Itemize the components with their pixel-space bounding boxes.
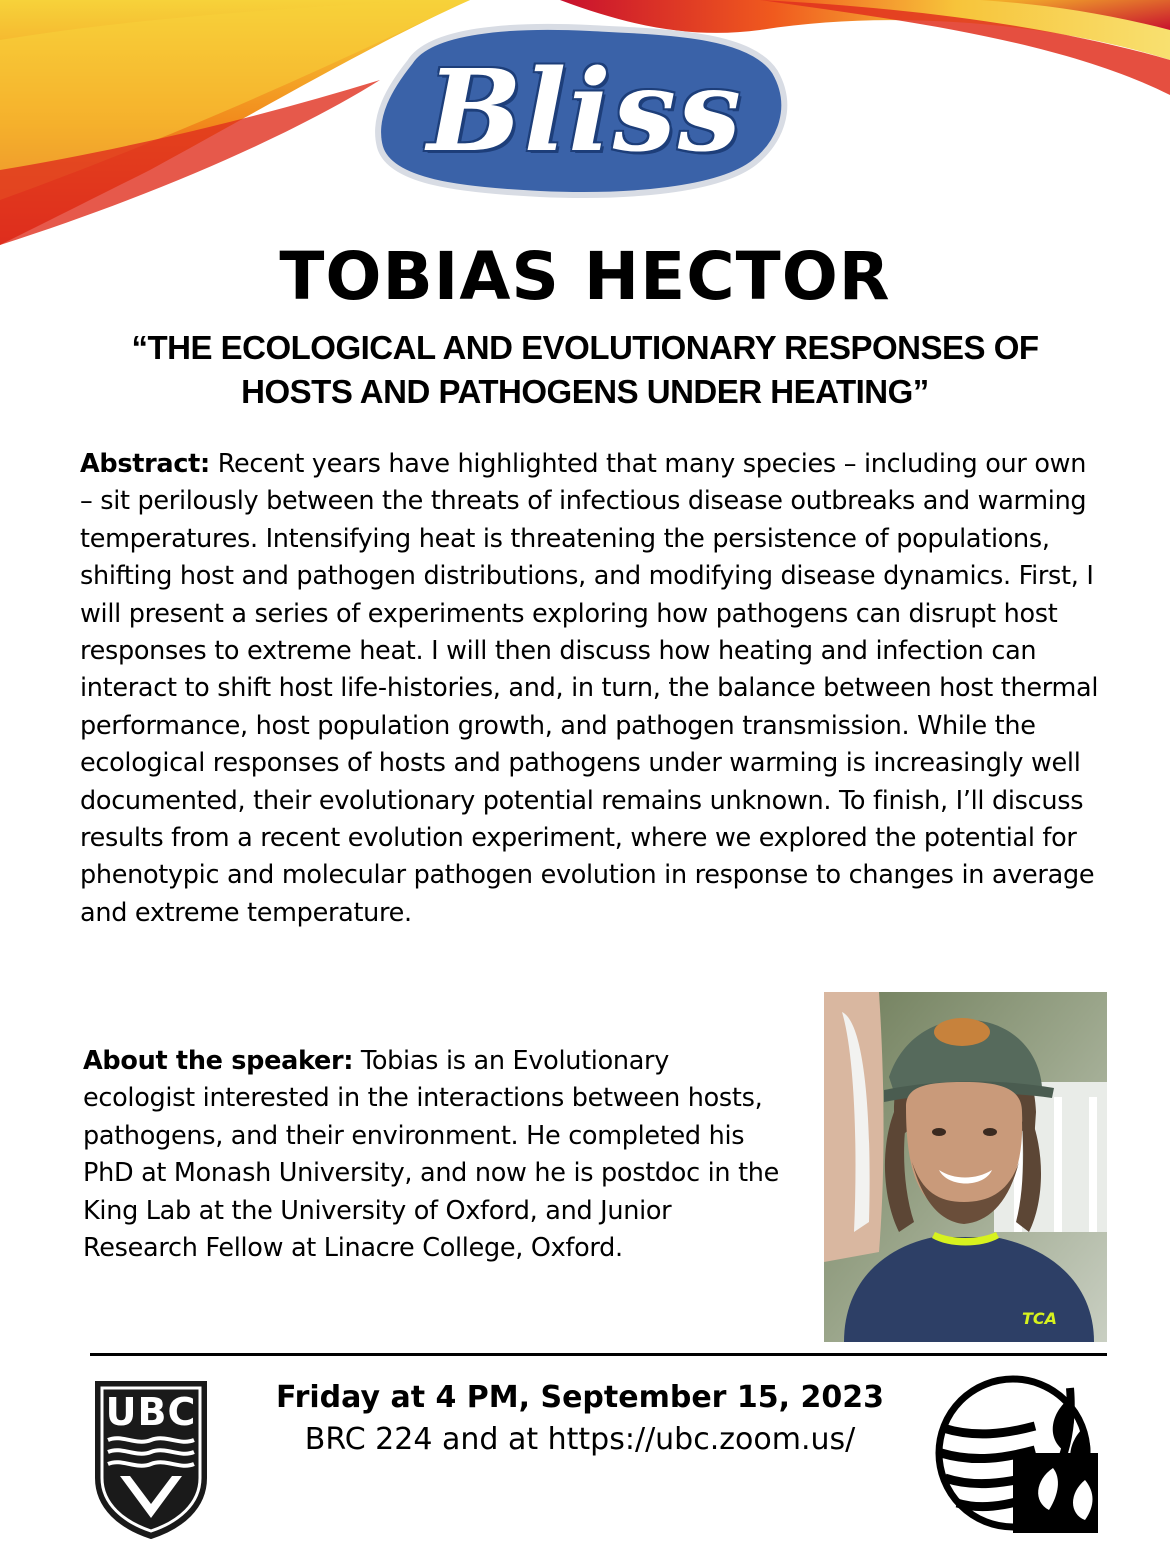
- about-speaker-label: About the speaker:: [83, 1046, 354, 1076]
- about-speaker-text: Tobias is an Evolutionary ecologist interested in the interactions between hosts, pathogens, and their environment. He completed his PhD at Monash University, and now he is postdoc in the King Lab at the University of Oxford, and Junior Research Fellow at Linacre College, Oxford.: [83, 1046, 780, 1264]
- bliss-logo: [370, 22, 800, 200]
- abstract-paragraph: [80, 446, 1100, 932]
- speaker-name: TOBIAS HECTOR: [279, 238, 891, 315]
- bliss-logo-text: Bliss: [427, 45, 743, 177]
- talk-title: [40, 326, 1130, 414]
- department-emblem-logo: [935, 1368, 1105, 1538]
- ubc-crest-logo: [92, 1378, 210, 1542]
- about-speaker-paragraph: [83, 1043, 783, 1267]
- event-date-time: Friday at 4 PM, September 15, 2023: [276, 1380, 884, 1415]
- footer-divider: [90, 1353, 1107, 1356]
- talk-title-line-1: “THE ECOLOGICAL AND EVOLUTIONARY RESPONSES OF: [131, 329, 1039, 366]
- event-location: BRC 224 and at https://ubc.zoom.us/: [304, 1422, 856, 1457]
- abstract-label: Abstract:: [80, 449, 210, 479]
- speaker-photo: [824, 992, 1107, 1342]
- shirt-logo-text: TCA: [1022, 1309, 1058, 1328]
- abstract-text: Recent years have highlighted that many species – including our own – sit perilously between the threats of infectious disease outbreaks and warming temperatures. Intensifying heat is threatening the persistence of populations, shifting host and pathogen distributions, and modifying disease dynamics. First, I will present a series of experiments exploring how pathogens can disrupt host responses to extreme heat. I will then discuss how heating and infection can interact to shift host life-histories, and, in turn, the balance between host thermal performance, host population growth, and pathogen transmission. While the ecological responses of hosts and pathogens under warming is increasingly well documented, their evolutionary potential remains unknown. To finish, I’ll discuss results from a recent evolution experiment, where we explored the potential for phenotypic and molecular pathogen evolution in response to changes in average and extreme temperature.: [80, 449, 1099, 928]
- ubc-logo-text: UBC: [105, 1390, 197, 1434]
- talk-title-line-2: HOSTS AND PATHOGENS UNDER HEATING”: [241, 373, 929, 410]
